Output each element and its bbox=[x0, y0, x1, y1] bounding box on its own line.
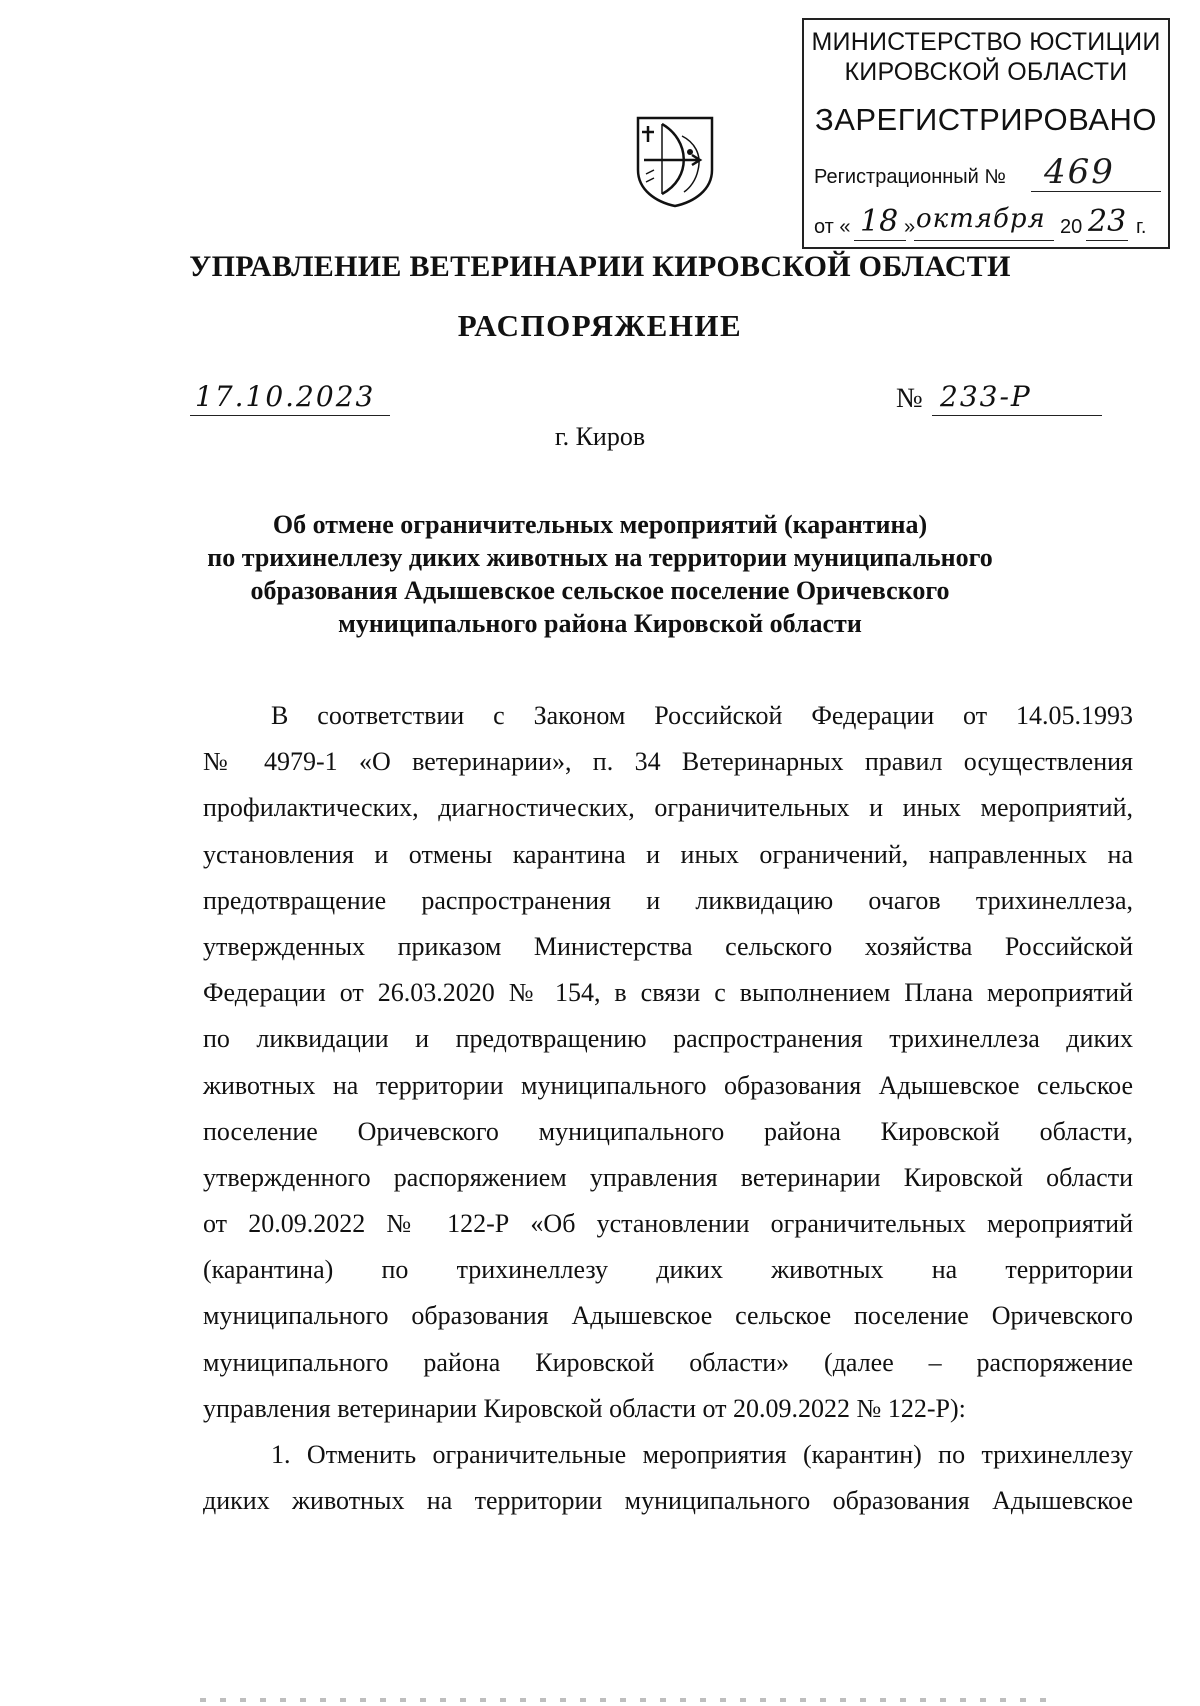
stamp-ministry-line: МИНИСТЕРСТВО ЮСТИЦИИ bbox=[811, 28, 1161, 56]
stamp-year-underline bbox=[1086, 240, 1128, 241]
body-line: № 4979-1 «О ветеринарии», п. 34 Ветеринарных правил осуществления bbox=[203, 747, 1133, 777]
body-line: утвержденных приказом Министерства сельского хозяйства Российской bbox=[203, 931, 1133, 961]
stamp-reg-label: Регистрационный № bbox=[814, 166, 1006, 188]
document-number: 233-Р bbox=[940, 380, 1032, 413]
stamp-region-line: КИРОВСКОЙ ОБЛАСТИ bbox=[844, 58, 1128, 86]
document-number-sign: № bbox=[896, 383, 923, 414]
stamp-day-underline bbox=[854, 240, 906, 241]
document-body bbox=[203, 693, 1133, 1524]
body-line: диких животных на территории муниципального образования Адышевское bbox=[203, 1486, 1133, 1516]
stamp-date-year-prefix: 20 bbox=[1060, 216, 1083, 238]
title-line: по трихинеллезу диких животных на территории муниципального bbox=[207, 543, 993, 572]
body-line: поселение Оричевского муниципального района Кировской области, bbox=[203, 1116, 1133, 1146]
body-line: утвержденного распоряжением управления ветеринарии Кировской области bbox=[203, 1162, 1133, 1192]
body-line: муниципального образования Адышевское сельское поселение Оричевского bbox=[203, 1301, 1133, 1331]
stamp-month-underline bbox=[914, 240, 1054, 241]
body-line: В соответствии с Законом Российской Федерации от 14.05.1993 bbox=[271, 701, 1133, 730]
body-line: по ликвидации и предотвращению распространения трихинеллеза диких bbox=[203, 1024, 1133, 1054]
stamp-date-row bbox=[814, 204, 1164, 244]
body-line: установления и отмены карантина и иных ограничений, направленных на bbox=[203, 839, 1133, 869]
stamp-date-suffix: г. bbox=[1136, 216, 1147, 238]
body-line: профилактических, диагностических, ограничительных и иных мероприятий, bbox=[203, 793, 1133, 823]
stamp-date-month: октября bbox=[916, 204, 1046, 234]
body-line: 1. Отменить ограничительные мероприятия (карантин) по трихинеллезу bbox=[271, 1440, 1133, 1469]
title-line: муниципального района Кировской области bbox=[338, 609, 862, 638]
organization-name: УПРАВЛЕНИЕ ВЕТЕРИНАРИИ КИРОВСКОЙ ОБЛАСТИ bbox=[189, 250, 1011, 283]
title-line: Об отмене ограничительных мероприятий (карантина) bbox=[272, 510, 928, 539]
document-city: г. Киров bbox=[554, 422, 646, 451]
scan-artifact-line bbox=[200, 1698, 1050, 1702]
body-line: животных на территории муниципального образования Адышевское сельское bbox=[203, 1070, 1133, 1100]
stamp-date-prefix: от « bbox=[814, 216, 851, 238]
kirov-oblast-coat-of-arms-icon bbox=[632, 112, 718, 208]
stamp-status: ЗАРЕГИСТРИРОВАНО bbox=[814, 102, 1157, 137]
registration-stamp bbox=[802, 18, 1170, 249]
body-line: управления ветеринарии Кировской области от 20.09.2022 № 122-Р): bbox=[203, 1393, 966, 1423]
stamp-date-year: 23 bbox=[1088, 204, 1127, 239]
body-line: (карантина) по трихинеллезу диких животных на территории bbox=[203, 1255, 1133, 1285]
document-title bbox=[150, 508, 1050, 640]
body-line: Федерации от 26.03.2020 № 154, в связи с выполнением Плана мероприятий bbox=[203, 978, 1133, 1008]
document-date: 17.10.2023 bbox=[195, 380, 376, 413]
title-line: образования Адышевское сельское поселение Оричевского bbox=[250, 576, 950, 605]
body-line: муниципального района Кировской области» (далее – распоряжение bbox=[203, 1347, 1133, 1377]
body-line: от 20.09.2022 № 122-Р «Об установлении ограничительных мероприятий bbox=[203, 1209, 1133, 1239]
document-type: РАСПОРЯЖЕНИЕ bbox=[457, 308, 743, 343]
body-line: предотвращение распространения и ликвидацию очагов трихинеллеза, bbox=[203, 885, 1133, 915]
stamp-date-mid: » bbox=[904, 216, 916, 238]
document-number-underline bbox=[932, 415, 1102, 416]
stamp-date-day: 18 bbox=[860, 204, 899, 239]
document-date-underline bbox=[190, 415, 390, 416]
stamp-reg-number: 469 bbox=[1044, 152, 1115, 192]
